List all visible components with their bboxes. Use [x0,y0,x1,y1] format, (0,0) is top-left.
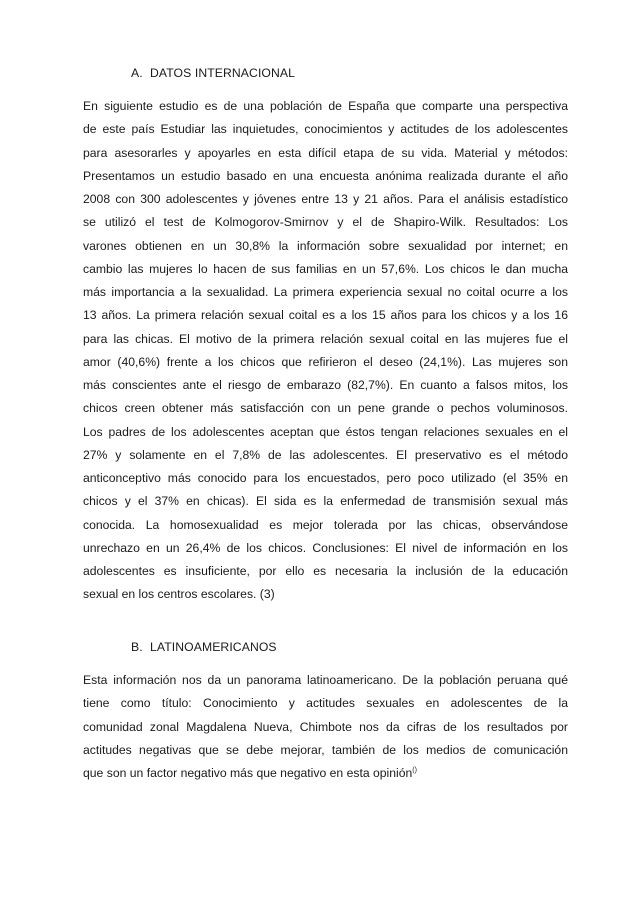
paragraph-line: Los padres de los adolescentes aceptan que éstos tengan relaciones sexuales en el [83,424,568,439]
paragraph-line-last [83,762,568,785]
section-b-title: LATINOAMERICANOS [150,640,277,654]
paragraph-line: Presentamos un estudio basado en una encuesta anónima realizada durante el año [83,168,568,183]
section-b-heading [131,640,277,654]
paragraph-line: amor (40,6%) frente a los chicos que refirieron el deseo (24,1%). Las mujeres son [83,354,568,369]
paragraph-line: de este país Estudiar las inquietudes, conocimientos y actitudes de los adolescentes [83,122,568,137]
paragraph-line: Esta información nos da un panorama latinoamericano. De la población peruana qué [83,673,568,687]
paragraph-line: En siguiente estudio es de una población de España que comparte una perspectiva [83,99,568,113]
section-a-title: DATOS INTERNACIONAL [150,66,296,80]
paragraph-line: 13 años. La primera relación sexual coital es a los 15 años para los chicos y a los 16 [83,308,568,323]
paragraph-line: adolescentes es insuficiente, por ello es necesaria la inclusión de la educación [83,564,568,578]
paragraph-line: se utilizó el test de Kolmogorov-Smirnov y el de Shapiro-Wilk. Resultados: Los [83,215,568,230]
section-b-marker: B. [131,640,143,654]
paragraph-line: más conscientes ante el riesgo de embarazo (82,7%). En cuanto a falsos mitos, los [83,378,568,392]
paragraph-line: para las chicas. El motivo de la primera relación sexual coital en las mujeres fue el [83,331,568,346]
section-a-paragraph [83,95,568,607]
paragraph-line: sexual en los centros escolares. (3) [83,587,275,602]
paragraph-line: para asesorarles y apoyarles en esta difícil etapa de su vida. Material y métodos: [83,145,568,160]
section-a-heading [131,66,295,80]
section-b-paragraph [83,669,568,785]
section-a-marker: A. [131,66,143,80]
paragraph-line: más importancia a la sexualidad. La primera experiencia sexual no coital ocurre a los [83,285,568,299]
paragraph-line: 2008 con 300 adolescentes y jóvenes entre 13 y 21 años. Para el análisis estadístico [83,192,568,206]
paragraph-line: chicos creen obtener más satisfacción con un pene grande o pechos voluminosos. [83,401,568,416]
paragraph-line: tiene como título: Conocimiento y actitudes sexuales en adolescentes de la [83,696,568,711]
paragraph-line: anticonceptivo más conocido para los encuestados, pero poco utilizado (el 35% en [83,471,568,485]
paragraph-line-text: que son un factor negativo más que negativo en esta opinión [83,766,413,780]
paragraph-line: comunidad zonal Magdalena Nueva, Chimbote nos da cifras de los resultados por [83,719,568,734]
paragraph-line: 27% y solamente en el 7,8% de las adolescentes. El preservativo es el método [83,447,568,462]
paragraph-line: cambio las mujeres lo hacen de sus familias en un 57,6%. Los chicos le dan mucha [83,261,568,276]
paragraph-line: conocida. La homosexualidad es mejor tolerada por las chicas, observándose [83,517,568,532]
citation-superscript: () [412,767,417,774]
paragraph-line: varones obtienen en un 30,8% la información sobre sexualidad por internet; en [83,238,568,253]
paragraph-line: actitudes negativas que se debe mejorar, también de los medios de comunicación [83,742,568,757]
paragraph-line: chicos y el 37% en chicas). El sida es la enfermedad de transmisión sexual más [83,494,568,509]
paragraph-line: unrechazo en un 26,4% de los chicos. Conclusiones: El nivel de información en los [83,540,568,555]
